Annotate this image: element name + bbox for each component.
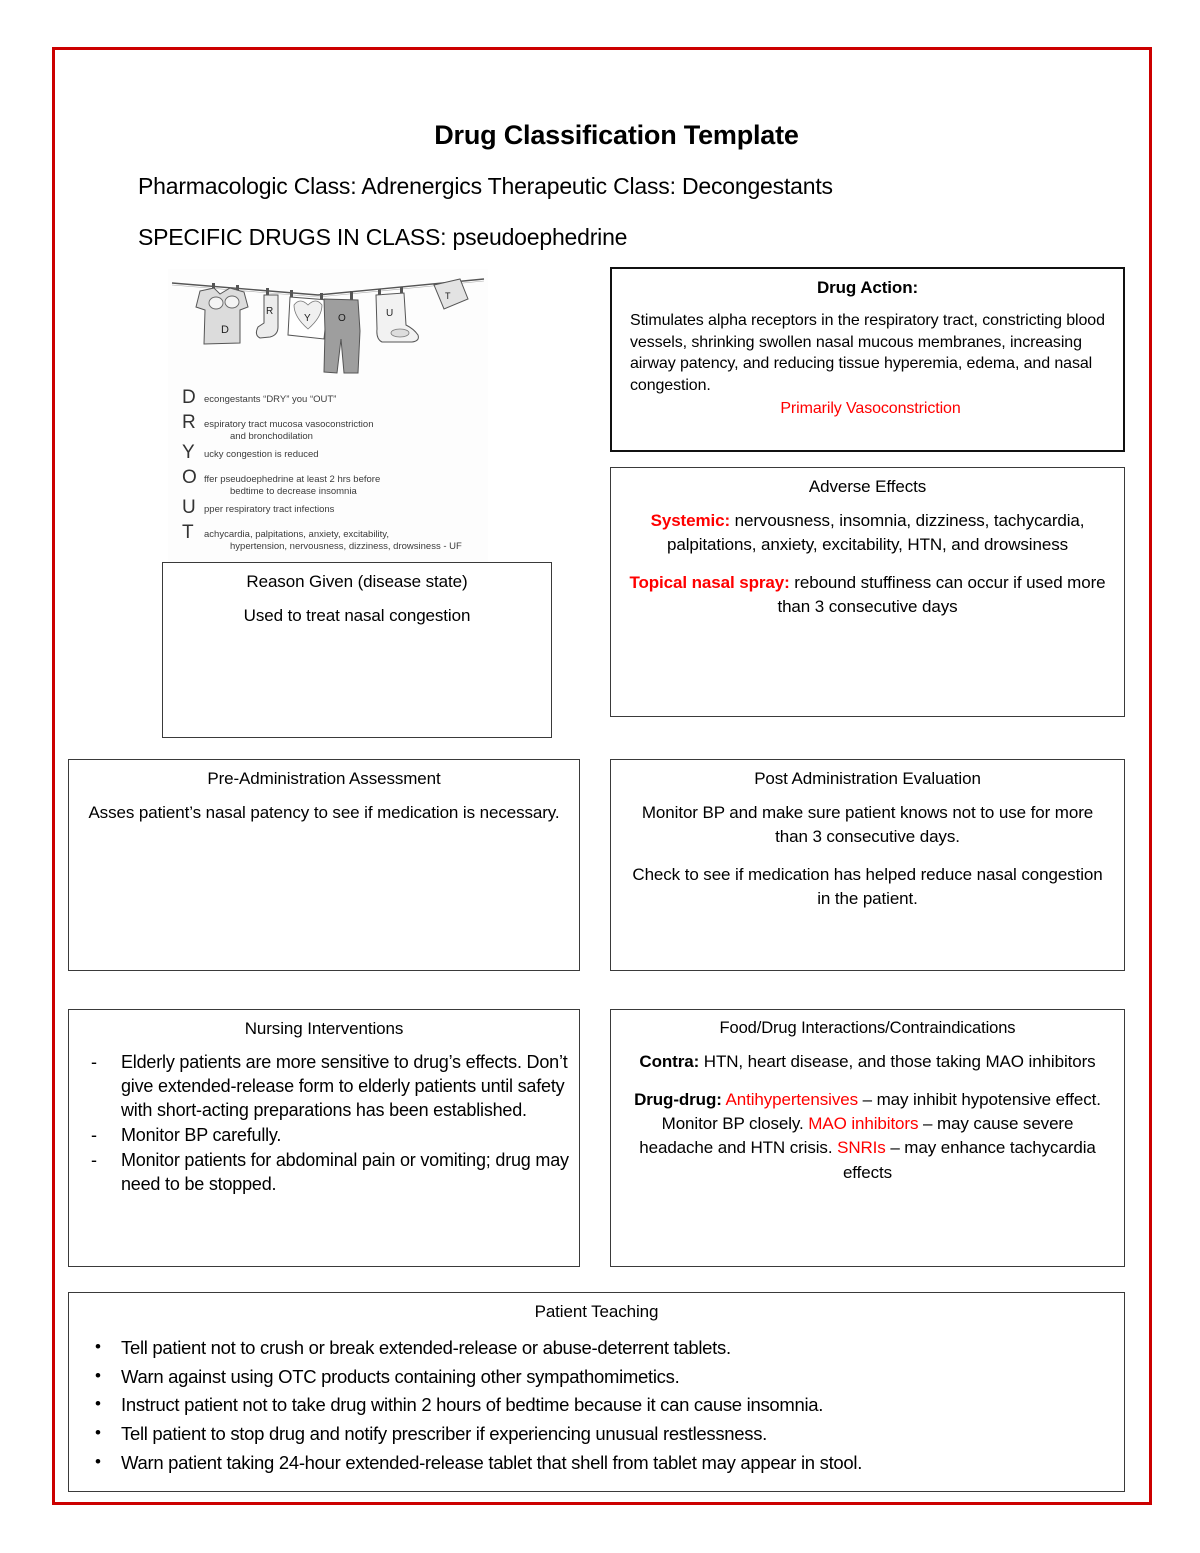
interactions-title: Food/Drug Interactions/Contraindications (719, 1019, 1016, 1037)
dry-out-mnemonic-figure (168, 269, 488, 564)
page-title: Drug Classification Template (434, 120, 799, 150)
specific-drugs-line: SPECIFIC DRUGS IN CLASS: pseudoephedrine (138, 224, 628, 250)
drug-action-box (610, 267, 1125, 452)
list-item: - Elderly patients are more sensitive to drug’s effects. Don’t give extended-release form to elderly patients until safety with short-acting preparations has been established. (69, 1051, 579, 1123)
patient-teaching-list (69, 1334, 1124, 1477)
mnemonic-line (182, 414, 488, 442)
adverse-effects-title: Adverse Effects (808, 477, 927, 496)
pre-admin-title: Pre-Administration Assessment (207, 769, 441, 788)
svg-text:T: T (445, 291, 451, 301)
document-content (68, 120, 1125, 1502)
mnemonic-text: ucky congestion is reduced (204, 449, 319, 461)
post-admin-text-2: Check to see if medication has helped reduce nasal congestion in the patient. (632, 865, 1103, 909)
drug-drug-line (625, 1088, 1110, 1185)
topical-label: Topical nasal spray: (629, 573, 790, 593)
adverse-effects-body (611, 509, 1124, 620)
list-item: • Tell patient not to crush or break extended-release or abuse-deterrent tablets. (69, 1334, 1124, 1363)
svg-text:O: O (338, 313, 346, 324)
contraindications-line (625, 1050, 1110, 1074)
adverse-topical-line (625, 571, 1110, 619)
pharmacologic-therapeutic-class-line: Pharmacologic Class: Adrenergics Therapeutic Class: Decongestants (138, 173, 833, 199)
pre-admin-body (69, 801, 579, 825)
drug-action-text: Stimulates alpha receptors in the respiratory tract, constricting blood vessels, shrinking swollen nasal mucous membranes, increasing airway patency, and reducing tissue hyperemia, edema, and nasal congestion. (630, 312, 1105, 394)
interactions-body (611, 1050, 1124, 1185)
mnemonic-letter: R (182, 412, 196, 434)
drug-action-title: Drug Action: (816, 278, 919, 297)
mnemonic-letter: O (182, 467, 197, 489)
interaction-term-snris: SNRIs (837, 1138, 886, 1158)
pre-administration-assessment-box (68, 759, 580, 971)
contra-label: Contra: (639, 1052, 700, 1071)
interaction-text-3: – may enhance tachycardia effects (842, 1138, 1096, 1182)
mnemonic-line (182, 389, 488, 407)
patient-teaching-box (68, 1292, 1125, 1492)
mnemonic-line (182, 444, 488, 462)
interaction-text-1: – may inhibit hypotensive effect. Monitor BP closely. (661, 1090, 1101, 1134)
mnemonic-text: achycardia, palpitations, anxiety, excitability, (204, 529, 389, 541)
svg-text:U: U (386, 308, 394, 319)
list-item: • Warn patient taking 24-hour extended-release tablet that shell from tablet may appear in stool. (69, 1449, 1124, 1478)
mnemonic-letter: D (182, 387, 196, 408)
adverse-systemic-line (625, 509, 1110, 557)
clothesline-illustration (168, 269, 488, 381)
pre-admin-text: Asses patient’s nasal patency to see if medication is necessary. (88, 803, 560, 822)
mnemonic-text: espiratory tract mucosa vasoconstriction (204, 419, 374, 431)
drug-action-highlight: Primarily Vasoconstriction (780, 400, 961, 418)
mnemonic-text: pper respiratory tract infections (204, 504, 335, 516)
nursing-interventions-title: Nursing Interventions (244, 1019, 404, 1038)
mnemonic-text-cont: bedtime to decrease insomnia (230, 485, 357, 497)
interaction-term-mao-inhibitors: MAO inhibitors (808, 1114, 919, 1134)
mnemonic-line (182, 499, 488, 517)
reason-given-box (162, 562, 552, 738)
drug-action-body (612, 310, 1123, 420)
row-assessments (68, 759, 1125, 989)
reason-given-body (163, 604, 551, 628)
svg-text:Y: Y (304, 313, 311, 324)
mnemonic-text-cont: and bronchodilation (230, 430, 313, 442)
patient-teaching-title: Patient Teaching (534, 1302, 659, 1321)
list-item: • Tell patient to stop drug and notify prescriber if experiencing unusual restlessness. (69, 1420, 1124, 1449)
list-item: • Warn against using OTC products containing other sympathomimetics. (69, 1363, 1124, 1392)
mnemonic-letter: T (182, 522, 194, 544)
row-interventions (68, 1009, 1125, 1284)
reason-given-title: Reason Given (disease state) (246, 572, 468, 591)
post-administration-evaluation-box (610, 759, 1125, 971)
mnemonic-line-list (182, 389, 488, 553)
row-top (68, 269, 1125, 749)
post-admin-title: Post Administration Evaluation (754, 769, 981, 788)
list-item: • Instruct patient not to take drug within 2 hours of bedtime because it can cause insomnia. (69, 1391, 1124, 1420)
mnemonic-line (182, 469, 488, 497)
drug-drug-label: Drug-drug: (634, 1090, 722, 1110)
interaction-term-antihypertensives: Antihypertensives (725, 1090, 858, 1110)
post-admin-text-1: Monitor BP and make sure patient knows not to use for more than 3 consecutive days. (641, 803, 1094, 847)
svg-text:R: R (266, 306, 274, 317)
nursing-interventions-list (69, 1051, 579, 1197)
adverse-effects-box (610, 467, 1125, 717)
interaction-text-2: – may cause severe headache and HTN crisis. (639, 1114, 1074, 1158)
contra-text: HTN, heart disease, and those taking MAO inhibitors (699, 1052, 1096, 1071)
food-drug-interactions-box (610, 1009, 1125, 1267)
row-patient-teaching (68, 1292, 1125, 1502)
reason-given-text: Used to treat nasal congestion (243, 606, 471, 625)
mnemonic-line (182, 524, 488, 552)
topical-text: rebound stuffiness can occur if used more than 3 consecutive days (777, 573, 1106, 617)
systemic-label: Systemic: (650, 511, 731, 530)
mnemonic-letter: U (182, 497, 196, 519)
mnemonic-text: ffer pseudoephedrine at least 2 hrs before (204, 474, 381, 486)
systemic-text: nervousness, insomnia, dizziness, tachycardia, palpitations, anxiety, excitability, HTN, and drowsiness (666, 511, 1085, 555)
mnemonic-letter: Y (182, 442, 195, 464)
mnemonic-text-cont: hypertension, nervousness, dizziness, drowsiness - UF (230, 541, 462, 553)
svg-text:D: D (221, 324, 229, 336)
list-item: - Monitor BP carefully. (69, 1124, 579, 1148)
mnemonic-text: econgestants “DRY” you “OUT” (204, 394, 337, 405)
post-admin-body (611, 801, 1124, 912)
list-item: - Monitor patients for abdominal pain or vomiting; drug may need to be stopped. (69, 1149, 579, 1197)
nursing-interventions-box (68, 1009, 580, 1267)
